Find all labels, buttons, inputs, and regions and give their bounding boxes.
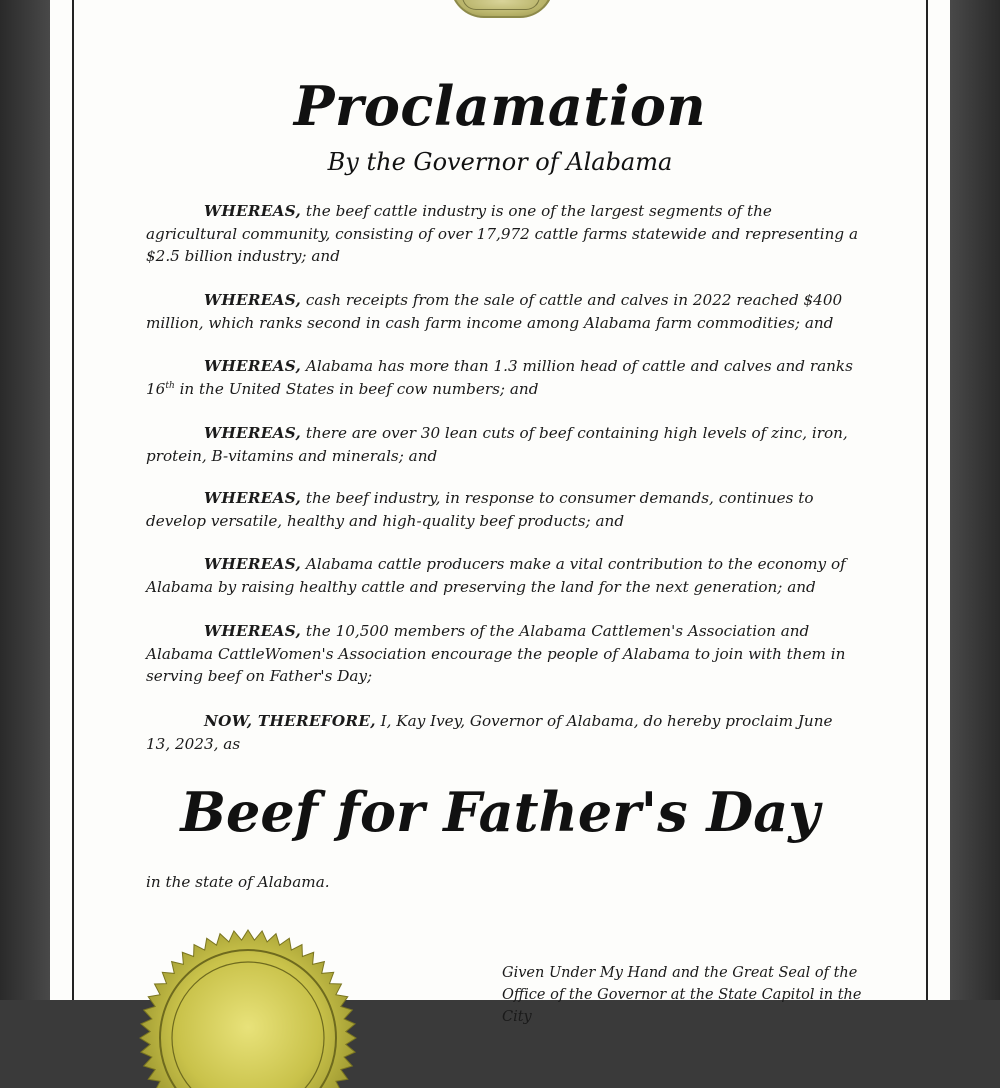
- paragraph-text: the beef industry, in response to consumer demands, continues to develop versatile, healthy and high-quality beef products; and: [146, 489, 814, 530]
- whereas-paragraph-5: [146, 487, 858, 532]
- whereas-paragraph-3: [146, 355, 858, 400]
- paragraph-text: cash receipts from the sale of cattle and calves in 2022 reached $400 million, which ranks second in cash farm income among Alabama farm commodities; and: [146, 291, 843, 332]
- paragraph-text: the 10,500 members of the Alabama Cattlemen's Association and Alabama CattleWomen's Association encourage the people of Alabama to join with them in serving beef on Father's Day;: [146, 622, 846, 685]
- paragraph-text: I, Kay Ivey, Governor of Alabama, do hereby proclaim June 13, 2023, as: [146, 712, 833, 753]
- document-subtitle: By the Governor of Alabama: [327, 148, 673, 176]
- ordinal-suffix: th: [165, 380, 175, 391]
- great-seal-icon: [128, 918, 368, 1088]
- now-therefore-paragraph: [146, 710, 858, 755]
- state-line: in the state of Alabama.: [146, 873, 330, 891]
- given-under-hand-text: [502, 962, 862, 1028]
- top-seal-ring: [462, 0, 540, 10]
- whereas-paragraph-4: [146, 422, 858, 467]
- given-line-2: Office of the Governor at the State Capitol in the City: [502, 987, 862, 1025]
- paragraph-lead: WHEREAS,: [204, 291, 302, 309]
- paragraph-text: the beef cattle industry is one of the largest segments of the agricultural community, consisting of over 17,972 cattle farms statewide and representing a $2.5 billion industry; and: [146, 202, 858, 265]
- paragraph-lead: WHEREAS,: [204, 202, 302, 220]
- paragraph-lead: WHEREAS,: [204, 424, 302, 442]
- paragraph-lead: WHEREAS,: [204, 489, 302, 507]
- paragraph-lead: WHEREAS,: [204, 357, 302, 375]
- whereas-paragraph-6: [146, 553, 858, 598]
- paragraph-lead: NOW, THEREFORE,: [204, 712, 376, 730]
- whereas-paragraph-7: [146, 620, 858, 688]
- given-line-1: Given Under My Hand and the Great Seal of the: [502, 965, 858, 981]
- whereas-paragraph-2: [146, 289, 858, 334]
- paragraph-lead: WHEREAS,: [204, 555, 302, 573]
- proclaimed-title: Beef for Father's Day: [180, 780, 820, 844]
- paragraph-text-cont: in the United States in beef cow numbers; and: [174, 379, 539, 398]
- paragraph-text: Alabama cattle producers make a vital contribution to the economy of Alabama by raising healthy cattle and preserving the land for the next generation; and: [146, 555, 846, 596]
- paragraph-lead: WHEREAS,: [204, 622, 302, 640]
- paragraph-text: there are over 30 lean cuts of beef containing high levels of zinc, iron, protein, B-vitamins and minerals; and: [146, 424, 848, 465]
- whereas-paragraph-1: [146, 200, 858, 268]
- paragraph-text: Alabama has more than 1.3 million head of cattle and calves and ranks 16: [146, 357, 853, 398]
- document-title: Proclamation: [293, 74, 707, 138]
